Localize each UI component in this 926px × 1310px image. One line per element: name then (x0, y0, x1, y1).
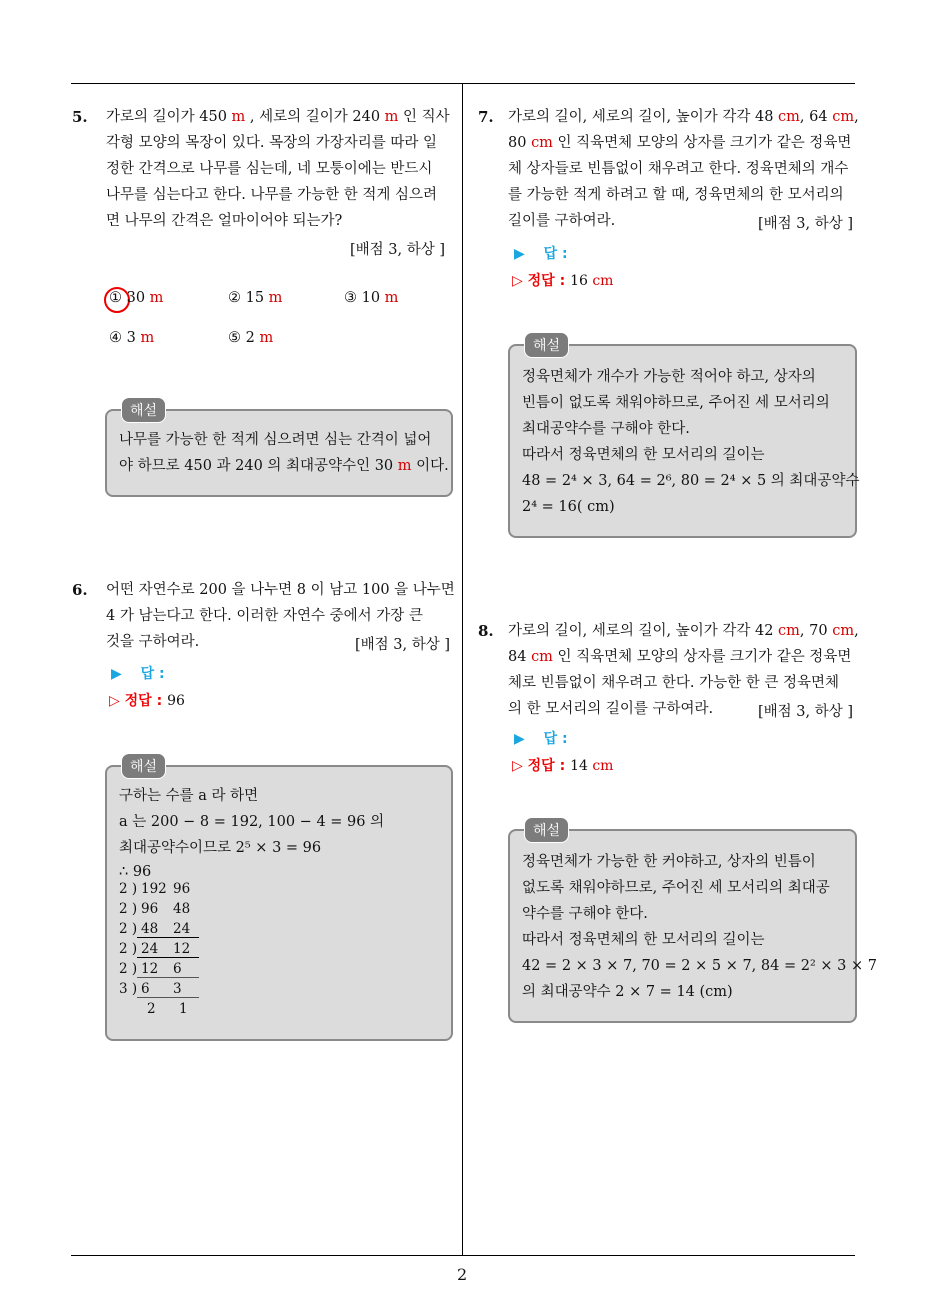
question-line: 각형 모양의 목장이 있다. 목장의 가장자리를 따라 일 (106, 135, 438, 151)
divisor: 2 ) (119, 961, 138, 977)
question-line: 것을 구하여라. (106, 634, 200, 650)
question-line: 길이를 구하여라. (508, 213, 616, 229)
explanation-line: 정육면체가 가능한 한 커야하고, 상자의 빈틈이 (522, 854, 816, 870)
explanation-line: 약수를 구해야 한다. (522, 906, 648, 922)
division-line (137, 997, 199, 998)
question-line: 나무를 심는다고 한다. 나무를 가능한 한 적게 심으려 (106, 187, 438, 203)
answer-row (514, 243, 568, 263)
question-line: 가로의 길이, 세로의 길이, 높이가 각각 48 cm, 64 cm, (508, 109, 859, 125)
question-line: 80 cm 인 직육면체 모양의 상자를 크기가 같은 정육면 (508, 135, 852, 151)
correct-row (512, 755, 613, 775)
dividend: 3 (173, 981, 182, 997)
division-table (119, 879, 219, 1029)
score-label: [배점 3, 하상 ] (758, 216, 854, 232)
question-line: 가로의 길이, 세로의 길이, 높이가 각각 42 cm, 70 cm, (508, 623, 859, 639)
bottom-rule (71, 1255, 855, 1256)
dividend: 96 (141, 901, 159, 917)
column-divider (462, 83, 463, 1255)
divisor: 2 ) (119, 901, 138, 917)
dividend: 24 (141, 941, 159, 957)
explanation-line: 의 최대공약수 2 × 7 = 14 (cm) (522, 984, 733, 1000)
question-line: 체로 빈틈없이 채우려고 한다. 가능한 한 큰 정육면체 (508, 675, 840, 691)
correct-value: 14 cm (570, 758, 614, 774)
correct-row (512, 270, 613, 290)
choice-1[interactable]: ① 30 m (109, 290, 164, 306)
explanation-line: 없도록 채워야하므로, 주어진 세 모서리의 최대공 (522, 880, 830, 896)
explanation-tag: 해설 (121, 397, 166, 423)
question-line: 체 상자들로 빈틈없이 채우려고 한다. 정육면체의 개수 (508, 161, 849, 177)
division-line (137, 957, 199, 958)
question-line: 의 한 모서리의 길이를 구하여라. (508, 701, 714, 717)
correct-value: 16 cm (570, 273, 614, 289)
quotient: 1 (179, 1001, 188, 1017)
question-line: 어떤 자연수로 200 을 나누면 8 이 남고 100 을 나누면 (106, 582, 455, 598)
explanation-line: 정육면체가 개수가 가능한 적어야 하고, 상자의 (522, 369, 816, 385)
explanation-box (105, 759, 453, 1041)
question-line: 를 가능한 적게 하려고 할 때, 정육면체의 한 모서리의 (508, 187, 844, 203)
division-line (137, 937, 199, 938)
explanation-line: 2⁴ = 16( cm) (522, 499, 615, 515)
explanation-line: 따라서 정육면체의 한 모서리의 길이는 (522, 447, 765, 463)
explanation-line: 나무를 가능한 한 적게 심으려면 심는 간격이 넓어 (119, 432, 432, 448)
explanation-line: 빈틈이 없도록 채워야하므로, 주어진 세 모서리의 (522, 395, 830, 411)
explanation-tag: 해설 (524, 817, 569, 843)
choice-5[interactable]: ⑤ 2 m (228, 330, 274, 346)
question-number: 5. (72, 108, 88, 126)
explanation-line: 42 = 2 × 3 × 7, 70 = 2 × 5 × 7, 84 = 2² × 3 × 7 (522, 958, 877, 974)
correct-label: 정답 : (527, 273, 566, 289)
question-number: 8. (478, 622, 494, 640)
correct-value: 96 (167, 693, 185, 709)
correct-label: 정답 : (124, 693, 163, 709)
explanation-line: 48 = 2⁴ × 3, 64 = 2⁶, 80 = 2⁴ × 5 의 최대공약수 (522, 473, 860, 489)
answer-label: 답 : (140, 666, 165, 682)
dividend: 96 (173, 881, 191, 897)
play-outline-icon: ▷ (512, 273, 523, 289)
play-outline-icon: ▷ (512, 758, 523, 774)
answer-label: 답 : (543, 246, 568, 262)
explanation-tag: 해설 (121, 753, 166, 779)
explanation-tag: 해설 (524, 332, 569, 358)
explanation-line: 최대공약수를 구해야 한다. (522, 421, 690, 437)
question-line: 면 나무의 간격은 얼마이어야 되는가? (106, 213, 343, 229)
question-number: 7. (478, 108, 494, 126)
dividend: 48 (141, 921, 159, 937)
explanation-line: 따라서 정육면체의 한 모서리의 길이는 (522, 932, 765, 948)
question-number: 6. (72, 581, 88, 599)
dividend: 6 (173, 961, 182, 977)
answer-label: 답 : (543, 731, 568, 747)
question-line: 정한 간격으로 나무를 심는데, 네 모퉁이에는 반드시 (106, 161, 433, 177)
explanation-line: 최대공약수이므로 2⁵ × 3 = 96 (119, 840, 322, 856)
explanation-box (105, 403, 453, 497)
answer-row (111, 663, 165, 683)
division-line (137, 977, 199, 978)
explanation-box (508, 338, 860, 538)
explanation-box (508, 823, 877, 1023)
divisor: 3 ) (119, 981, 138, 997)
page-number: 2 (457, 1265, 468, 1284)
choice-4[interactable]: ④ 3 m (109, 330, 155, 346)
answer-row (514, 728, 568, 748)
play-icon: ▶ (514, 731, 525, 747)
divisor: 2 ) (119, 921, 138, 937)
dividend: 192 (141, 881, 167, 897)
score-label: [배점 3, 하상 ] (758, 704, 854, 720)
quotient: 2 (147, 1001, 156, 1017)
divisor: 2 ) (119, 941, 138, 957)
divisor: 2 ) (119, 881, 138, 897)
dividend: 12 (141, 961, 159, 977)
question-line: 4 가 남는다고 한다. 이러한 자연수 중에서 가장 큰 (106, 608, 423, 624)
score-label: [배점 3, 하상 ] (350, 242, 446, 258)
choice-2[interactable]: ② 15 m (228, 290, 283, 306)
play-outline-icon: ▷ (109, 693, 120, 709)
dividend: 12 (173, 941, 191, 957)
play-icon: ▶ (111, 666, 122, 682)
correct-row (109, 690, 185, 710)
explanation-line: ∴ 96 (119, 864, 152, 880)
question-text (106, 104, 454, 234)
dividend: 24 (173, 921, 191, 937)
correct-label: 정답 : (527, 758, 566, 774)
choice-3[interactable]: ③ 10 m (344, 290, 399, 306)
explanation-line: a 는 200 − 8 = 192, 100 − 4 = 96 의 (119, 814, 385, 830)
dividend: 6 (141, 981, 150, 997)
explanation-line: 야 하므로 450 과 240 의 최대공약수인 30 m 이다. (119, 458, 449, 474)
top-rule (71, 83, 855, 84)
play-icon: ▶ (514, 246, 525, 262)
score-label: [배점 3, 하상 ] (355, 637, 451, 653)
question-line: 가로의 길이가 450 m , 세로의 길이가 240 m 인 직사 (106, 109, 450, 125)
question-line: 84 cm 인 직육면체 모양의 상자를 크기가 같은 정육면 (508, 649, 852, 665)
explanation-line: 구하는 수를 a 라 하면 (119, 788, 259, 804)
dividend: 48 (173, 901, 191, 917)
